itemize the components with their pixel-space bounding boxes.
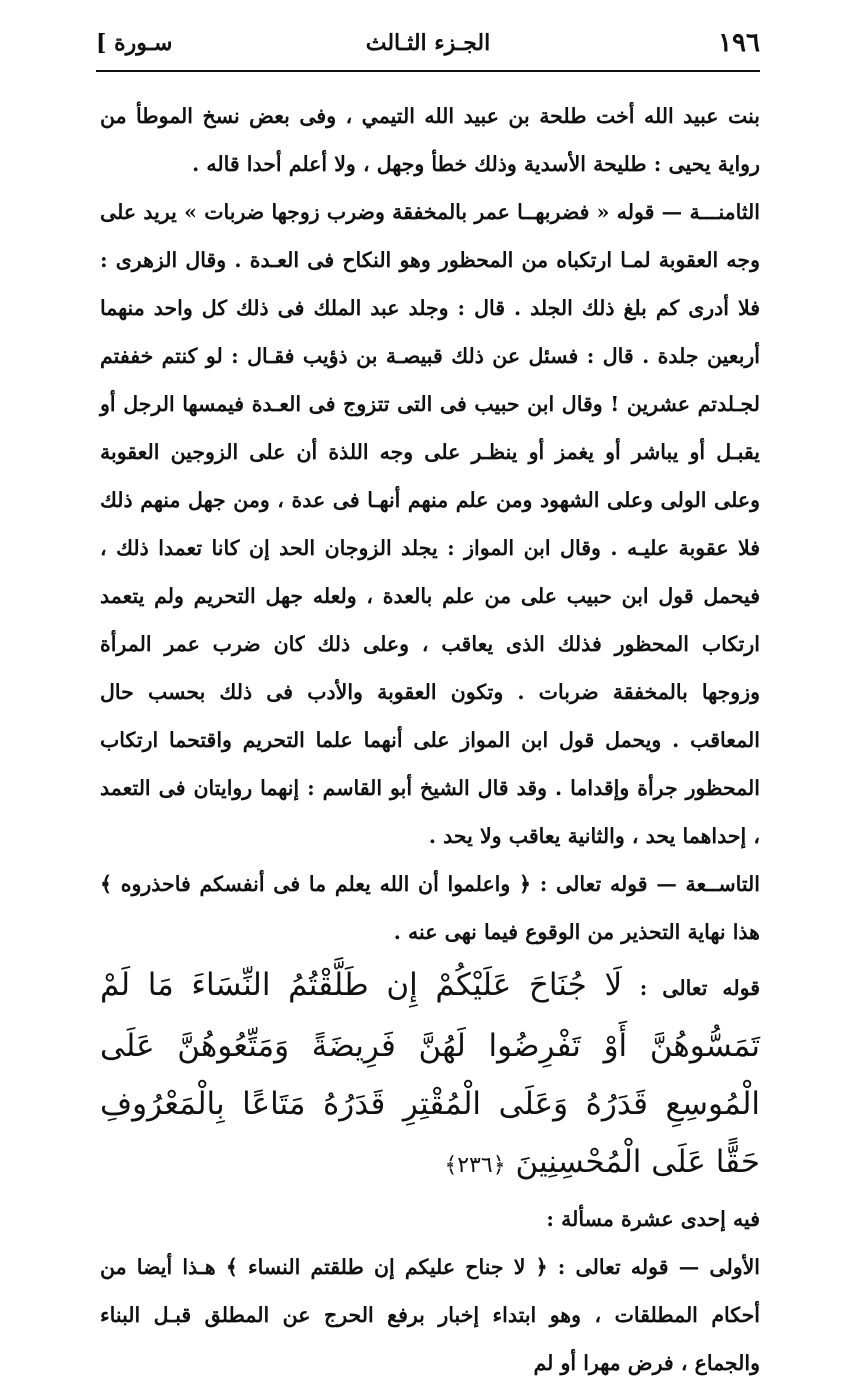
paragraph-first-issue: الأولى — قوله تعالى : ﴿ لا جناح عليكم إن طلقتم النساء ﴾ هـذا أيضا من أحكام المطلقات ، وهو ابتداء إخبار برفع الحرج عن المطلق قبـل البناء والجماع ، فرض مهرا أو لم [100, 1255, 760, 1375]
running-header [96, 22, 760, 70]
header-rule [96, 70, 760, 72]
issues-count-line: فيه إحدى عشرة مسألة : [546, 1207, 760, 1231]
verse-text: لَا جُنَاحَ عَلَيْكُمْ إِن طَلَّقْتُمُ النِّسَاءَ مَا لَمْ تَمَسُّوهُنَّ أَوْ تَفْرِضُوا لَهُنَّ فَرِيضَةً وَمَتِّعُوهُنَّ عَلَى الْمُوسِعِ قَدَرُهُ وَعَلَى الْمُقْتِرِ قَدَرُهُ مَتَاعًا بِالْمَعْرُوفِ حَقًّا عَلَى الْمُحْسِنِينَ [100, 967, 760, 1180]
verse-intro: قوله تعالى : [639, 976, 760, 1000]
page-body [100, 92, 760, 1387]
page-number: ١٩٦ [718, 28, 760, 58]
part-title: الجـزء الثـالث [365, 30, 491, 56]
paragraph-ninth-issue: التاســعة — قوله تعالى : ﴿ واعلموا أن الله يعلم ما فى أنفسكم فاحذروه ﴾ هذا نهاية التحذير من الوقوع فيما نهى عنه . [100, 872, 760, 944]
verse-number: ﴿٢٣٦﴾ [444, 1153, 506, 1178]
paragraph-eighth-issue: الثامنـــة — قوله « فضربهــا عمر بالمخفقة وضرب زوجها ضربات » يريد على وجه العقوبة لمـا ارتكباه من المحظور وهو النكاح فى العـدة . وقال الزهرى : فلا أدرى كم بلغ ذلك الجلد . قال : وجلد عبد الملك فى ذلك كل واحد منهما أربعين جلدة . قال : فسئل عن ذلك قبيصـة بن ذؤيب فقـال : لو كنتم خففتم لجـلدتم عشرين ! وقال ابن حبيب فى التى تتزوج فى العـدة فيمسها الرجل أو يقبـل أو يباشر أو يغمز أو ينظـر على وجه اللذة أن على الزوجين العقوبة وعلى الولى وعلى الشهود ومن علم منهم أنهـا فى عدة ، ومن جهل منهم ذلك فلا عقوبة عليـه . وقال ابن المواز : يجلد الزوجان الحد إن كانا تعمدا ذلك ، فيحمل قول ابن حبيب على من علم بالعدة ، ولعله جهل التحريم ولم يتعمد ارتكاب المحظور فذلك الذى يعاقب ، وعلى ذلك كان ضرب عمر المرأة وزوجها بالمخفقة ضربات . وتكون العقوبة والأدب فى ذلك بحسب حال المعاقب . ويحمل قول ابن المواز على أنهما علما التحريم واقتحما ارتكاب المحظور جرأة وإقداما . وقد قال الشيخ أبو القاسم : إنهما روايتان فى التعمد ، إحداهما يحد ، والثانية يعاقب ولا يحد . [100, 200, 760, 848]
quran-verse [100, 956, 760, 1195]
paragraph-intro: بنت عبيد الله أخت طلحة بن عبيد الله التيمي ، وفى بعض نسخ الموطأ من رواية يحيى : طليحة الأسدية وذلك خطأ وجهل ، ولا أعلم أحدا قاله . [100, 104, 760, 176]
surah-label: سـورة ] [96, 30, 173, 56]
